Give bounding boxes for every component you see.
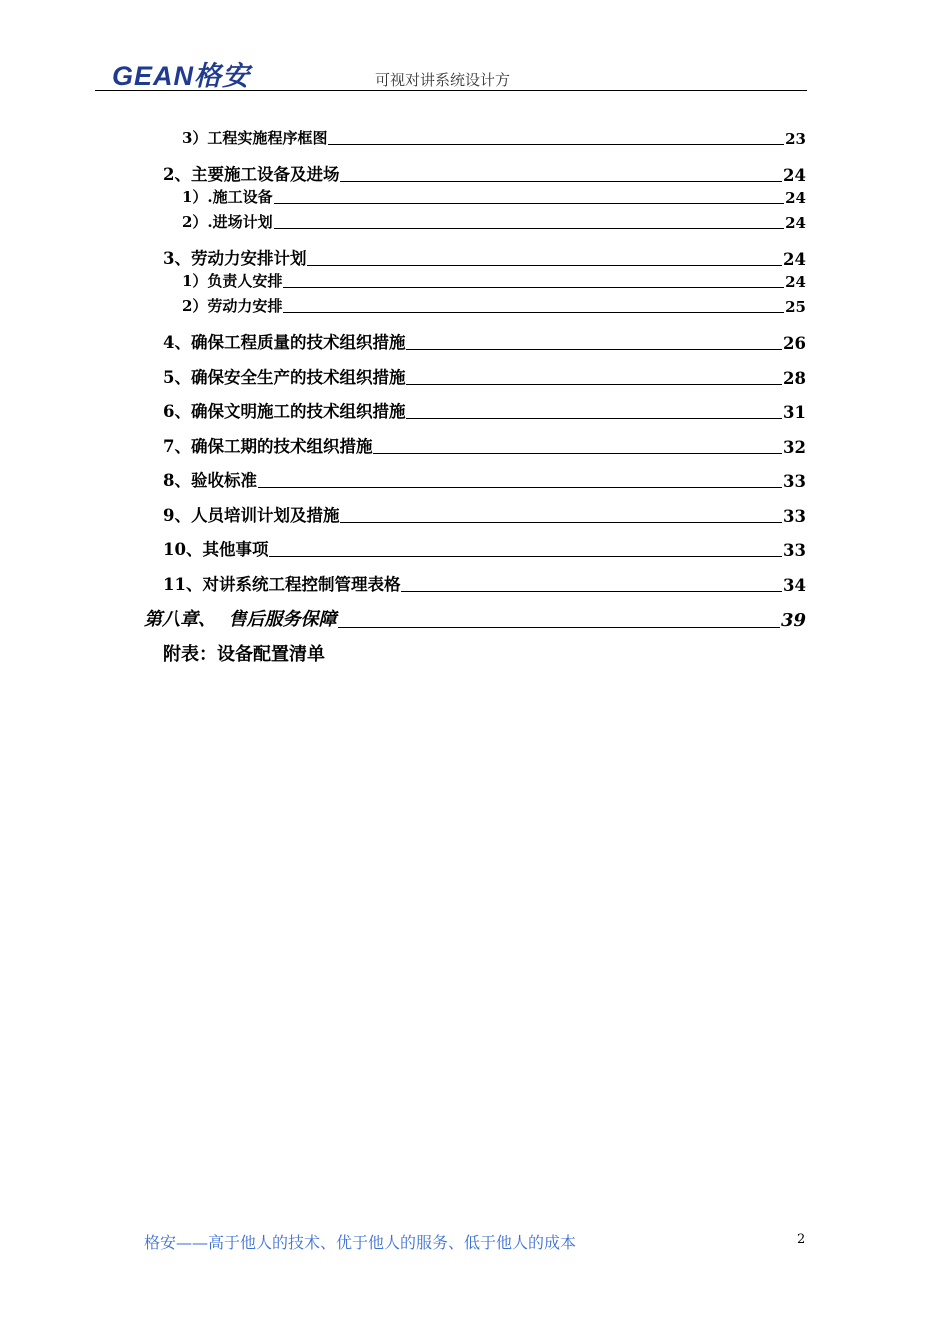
toc-entry-label: 8、验收标准 xyxy=(163,471,257,490)
toc-entry-label: 3）工程实施程序框图 xyxy=(182,129,328,147)
toc-entry-page: 33 xyxy=(783,472,806,491)
toc-entry[interactable] xyxy=(163,364,806,388)
toc-leader xyxy=(373,453,782,454)
toc-entry-label: 9、人员培训计划及措施 xyxy=(163,506,340,525)
toc-leader xyxy=(283,287,784,288)
toc-leader xyxy=(283,312,784,313)
toc-entry-page: 24 xyxy=(783,250,806,269)
toc-entry-page: 28 xyxy=(783,369,806,388)
toc-entry-page: 26 xyxy=(783,334,806,353)
toc-entry-page: 25 xyxy=(785,298,806,316)
toc-leader xyxy=(274,228,784,229)
toc-entry-page: 23 xyxy=(785,130,806,148)
toc-leader xyxy=(328,144,784,145)
page-number: 2 xyxy=(797,1232,806,1247)
toc-leader xyxy=(269,556,782,557)
gean-logo xyxy=(112,60,287,90)
toc-entry-page: 39 xyxy=(780,610,806,631)
toc-leader xyxy=(401,591,782,592)
toc-entry[interactable] xyxy=(163,433,806,457)
toc-entry[interactable] xyxy=(163,536,806,560)
toc-entry-page: 33 xyxy=(783,507,806,526)
toc-entry-label: 2）.进场计划 xyxy=(182,213,273,231)
svg-text:GEAN格安: GEAN格安 xyxy=(112,61,251,90)
toc-entry-page: 24 xyxy=(785,214,806,232)
toc-entry[interactable] xyxy=(163,502,806,526)
toc-leader xyxy=(340,522,782,523)
toc-leader xyxy=(307,265,782,266)
toc-leader xyxy=(406,349,782,350)
toc-chapter-entry[interactable] xyxy=(144,605,806,631)
toc-entry-label: 2）劳动力安排 xyxy=(182,297,283,315)
toc-entry-page: 33 xyxy=(783,541,806,560)
toc-entry[interactable] xyxy=(182,295,806,316)
toc-entry-label: 6、确保文明施工的技术组织措施 xyxy=(163,402,406,421)
toc-entry[interactable] xyxy=(182,211,806,232)
header-divider xyxy=(95,90,807,91)
toc-leader xyxy=(340,181,782,182)
document-title: 可视对讲系统设计方 xyxy=(375,71,511,89)
toc-entry-page: 24 xyxy=(785,273,806,291)
toc-entry-label: 10、其他事项 xyxy=(163,540,269,559)
footer-slogan: 格安——高于他人的技术、优于他人的服务、低于他人的成本 xyxy=(144,1233,577,1252)
toc-entry[interactable] xyxy=(163,398,806,422)
toc-entry[interactable] xyxy=(163,245,806,269)
toc-entry[interactable] xyxy=(163,467,806,491)
toc-leader xyxy=(274,203,784,204)
toc-entry-label: 11、对讲系统工程控制管理表格 xyxy=(163,575,401,594)
toc-entry-page: 32 xyxy=(783,438,806,457)
toc-entry-label: 1）.施工设备 xyxy=(182,188,273,206)
toc-entry-label: 2、主要施工设备及进场 xyxy=(163,165,340,184)
appendix-heading: 附表：设备配置清单 xyxy=(163,644,325,665)
toc-leader xyxy=(406,384,782,385)
toc-entry[interactable] xyxy=(182,270,806,291)
toc-leader xyxy=(338,627,780,628)
toc-entry-label: 1）负责人安排 xyxy=(182,272,283,290)
toc-entry[interactable] xyxy=(182,127,806,148)
toc-entry[interactable] xyxy=(163,161,806,185)
toc-leader xyxy=(406,418,782,419)
toc-entry-page: 34 xyxy=(783,576,806,595)
toc-entry-label: 4、确保工程质量的技术组织措施 xyxy=(163,333,406,352)
toc-entry[interactable] xyxy=(163,329,806,353)
toc-entry-page: 31 xyxy=(783,403,806,422)
toc-entry[interactable] xyxy=(163,571,806,595)
toc-entry-page: 24 xyxy=(785,189,806,207)
toc-entry[interactable] xyxy=(182,186,806,207)
toc-entry-page: 24 xyxy=(783,166,806,185)
toc-entry-label: 3、劳动力安排计划 xyxy=(163,249,307,268)
toc-entry-label: 5、确保安全生产的技术组织措施 xyxy=(163,368,406,387)
toc-entry-label: 第八章、 售后服务保障 xyxy=(144,609,337,630)
toc-leader xyxy=(258,487,782,488)
toc-entry-label: 7、确保工期的技术组织措施 xyxy=(163,437,373,456)
